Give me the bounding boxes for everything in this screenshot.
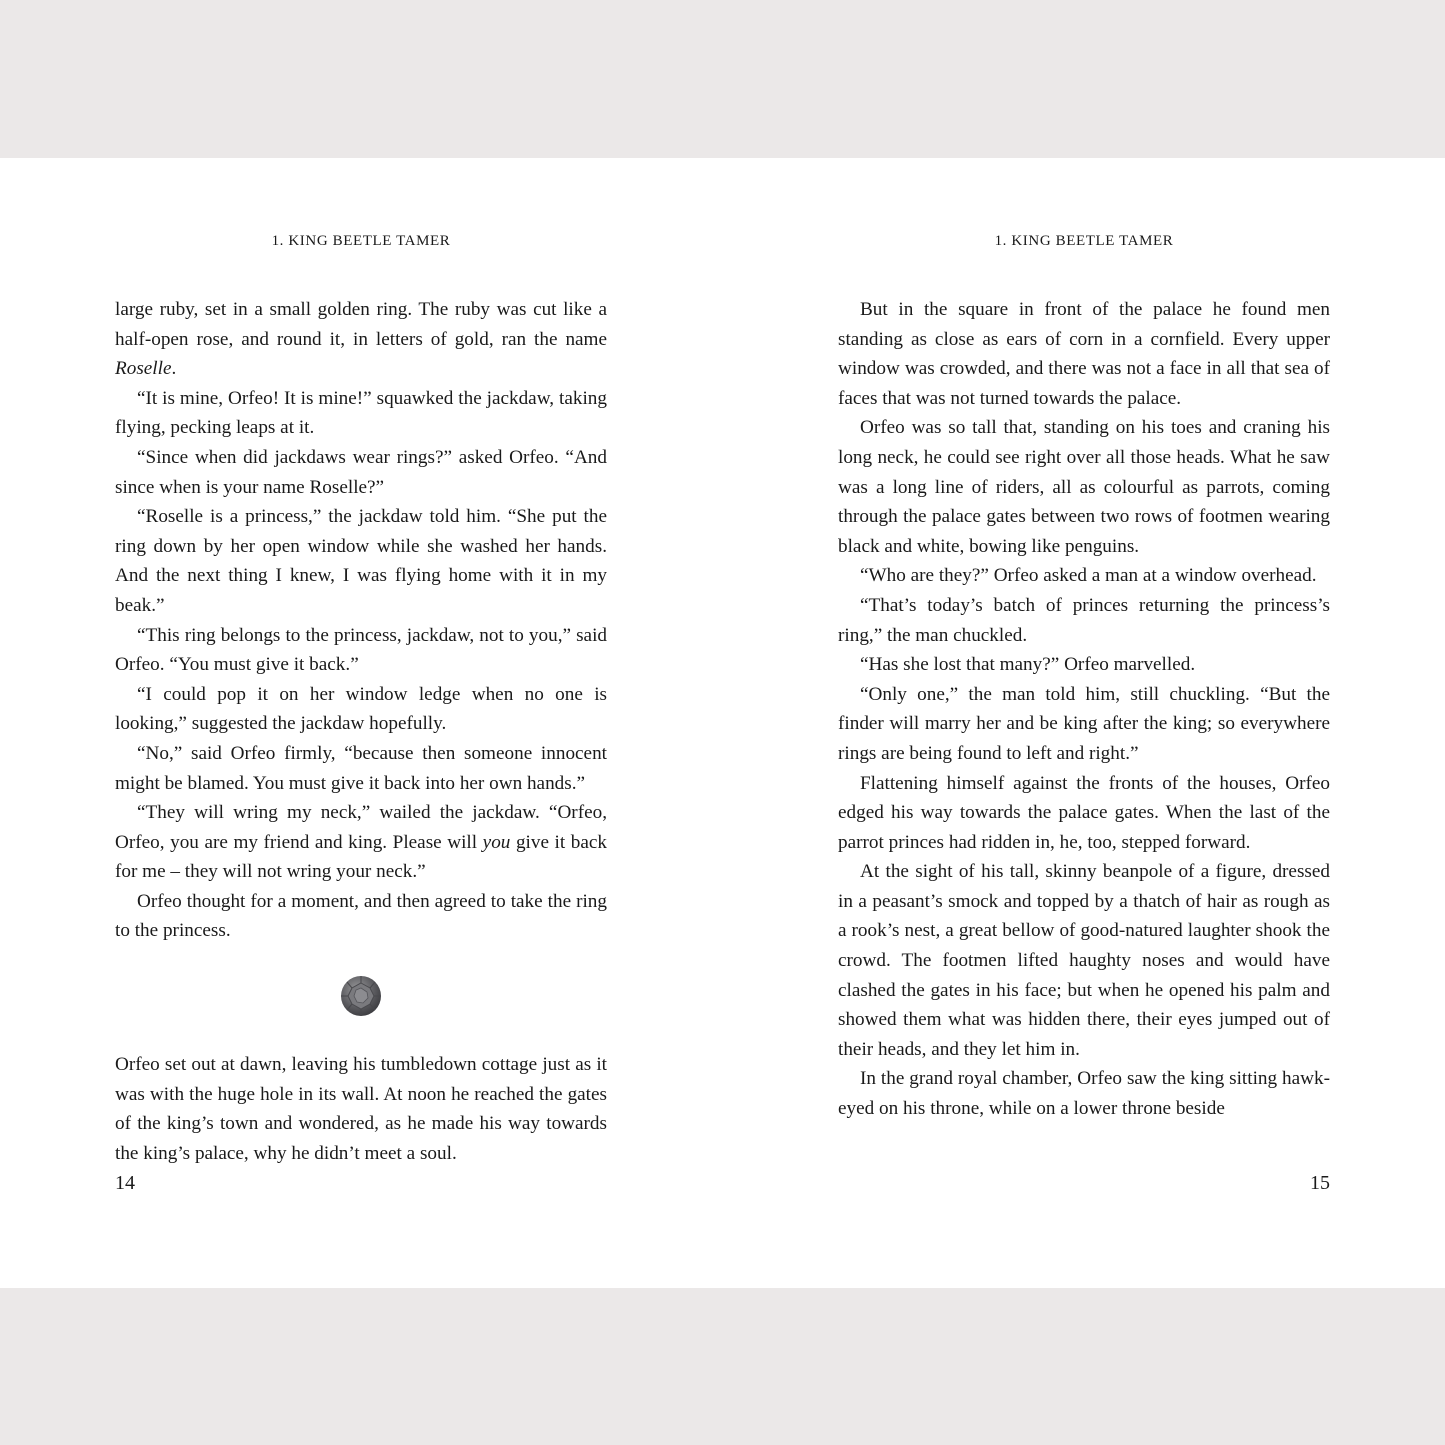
paragraph: Orfeo set out at dawn, leaving his tumbledown cottage just as it was with the huge hole in its wall. At noon he reached the gates of the king’s town and wondered, as he made his way towards the king’s palace, why he didn’t meet a soul.: [115, 1054, 607, 1164]
running-head: 1. KING BEETLE TAMER: [994, 233, 1174, 249]
left-page: [115, 158, 607, 1288]
paragraph: In the grand royal chamber, Orfeo saw the king sitting hawk-eyed on his throne, while on a lower throne beside: [838, 1068, 1330, 1120]
section-break: [115, 952, 607, 1040]
gem-ornament-icon: [339, 974, 383, 1018]
page-number: 14: [115, 1172, 135, 1194]
body-text: [115, 295, 607, 1168]
paragraph: “Has she lost that many?” Orfeo marvelled.: [860, 654, 1196, 676]
paragraph: “Roselle is a princess,” the jackdaw told him. “She put the ring down by her open window while she washed her hands. And the next thing I knew, I was flying home with it in my beak.”: [115, 506, 607, 616]
paragraph: “That’s today’s batch of princes returning the princess’s ring,” the man chuckled.: [838, 594, 1330, 646]
paragraph: “Who are they?” Orfeo asked a man at a window overhead.: [860, 565, 1317, 587]
paragraph: “I could pop it on her window ledge when no one is looking,” suggested the jackdaw hopefully.: [115, 683, 607, 735]
paragraph: At the sight of his tall, skinny beanpole of a figure, dressed in a peasant’s smock and topped by a thatch of hair as rough as a rook’s nest, a great bellow of good-natured laughter shook the crowd. The footmen lifted haughty noses and would have clashed the gates in his face; but when he opened his palm and showed them what was hidden there, their eyes jumped out of their heads, and they let him in.: [838, 861, 1330, 1060]
paragraph: “They will wring my neck,” wailed the jackdaw. “Orfeo, Orfeo, you are my friend and king. Please will you give it back for me – they will not wring your neck.”: [115, 802, 608, 883]
paragraph: Flattening himself against the fronts of the houses, Orfeo edged his way towards the palace gates. When the last of the parrot princes had ridden in, he, too, stepped forward.: [838, 772, 1330, 853]
paragraph: But in the square in front of the palace he found men standing as close as ears of corn in a cornfield. Every upper window was crowded, and there was not a face in all that sea of faces that was not turned towards the palace.: [838, 299, 1330, 409]
paragraph: large ruby, set in a small golden ring. The ruby was cut like a half-open rose, and round it, in letters of gold, ran the name Roselle.: [115, 299, 607, 380]
page-number: 15: [1310, 1172, 1330, 1194]
paragraph: Orfeo was so tall that, standing on his toes and craning his long neck, he could see right over all those heads. What he saw was a long line of riders, all as colourful as parrots, coming through the palace gates between two rows of footmen wearing black and white, bowing like penguins.: [838, 417, 1330, 557]
right-page: [838, 158, 1330, 1288]
paragraph: “Since when did jackdaws wear rings?” asked Orfeo. “And since when is your name Roselle?”: [115, 446, 607, 498]
paragraph: Orfeo thought for a moment, and then agreed to take the ring to the princess.: [115, 890, 607, 942]
paragraph: “This ring belongs to the princess, jackdaw, not to you,” said Orfeo. “You must give it back.”: [115, 624, 607, 676]
paragraph: “It is mine, Orfeo! It is mine!” squawked the jackdaw, taking flying, pecking leaps at it.: [115, 387, 607, 439]
paragraph: “No,” said Orfeo firmly, “because then someone innocent might be blamed. You must give it back into her own hands.”: [115, 742, 607, 794]
paragraph: “Only one,” the man told him, still chuckling. “But the finder will marry her and be king after the king; so everywhere rings are being found to left and right.”: [838, 683, 1330, 764]
book-spread: [0, 158, 1445, 1288]
body-text: [838, 295, 1330, 1124]
running-head: 1. KING BEETLE TAMER: [271, 233, 451, 249]
